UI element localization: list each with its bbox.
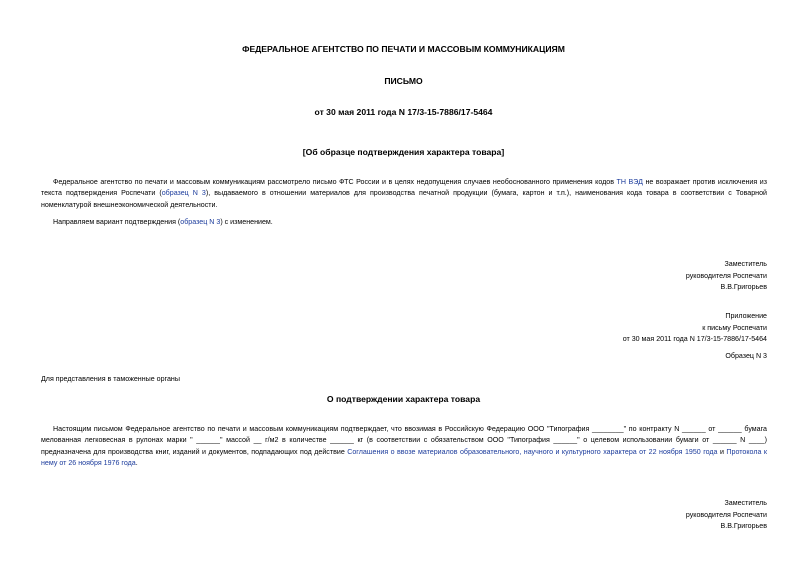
- link-sample-3[interactable]: образец N 3: [161, 189, 206, 198]
- signature-organization-2: руководителя Роспечати: [685, 510, 767, 519]
- p2-text-1: Направляем вариант подтверждения (: [53, 218, 181, 226]
- link-agreement-1950[interactable]: Соглашения о ввозе материалов образовательного, научного и культурного характера от 22 ноября 1950 года: [347, 447, 718, 456]
- appendix-label: Приложение: [725, 312, 767, 320]
- p1-text-1: Федеральное агентство по печати и массовым коммуникациям рассмотрело письмо ФТС России и в целях недопущения случаев необоснованного применения кодов: [53, 178, 617, 186]
- sample-number-text: Образец N 3: [725, 352, 767, 360]
- form-text-2: и: [717, 447, 727, 456]
- agency-title: ФЕДЕРАЛЬНОЕ АГЕНТСТВО ПО ПЕЧАТИ И МАССОВЫМ КОММУНИКАЦИЯМ: [242, 44, 565, 54]
- appendix-reference: к письму Роспечати: [702, 323, 767, 332]
- sample-number: [447, 351, 767, 363]
- signature-organization: руководителя Роспечати: [685, 271, 767, 280]
- signature-position-2: Заместитель: [724, 499, 767, 507]
- link-sample-3-second[interactable]: образец N 3: [180, 218, 221, 226]
- p2-text-2: ) с изменением.: [220, 218, 273, 226]
- customs-note: Для представления в таможенные органы: [41, 375, 180, 383]
- document-type: ПИСЬМО: [384, 76, 423, 86]
- form-text-3: .: [135, 459, 138, 468]
- signature-name-2: В.В.Григорьев: [720, 522, 767, 531]
- form-text-1: Настоящим письмом Федеральное агентство по печати и массовым коммуникациям подтверждает, что ввозимая в Российскую Федерацию ООО "Типография ________" по контракту N ______ от ______ бумага мелованная легковесная в рулонах марки " ______" массой __ г/м2 в количестве ______ кг (в соответствии с обязательством ООО "Типография ______" о целевом использовании бумаги от ______ N ____) предназначена для производства книг, изданий и документов, подпадающих под действие: [41, 425, 767, 456]
- signature-block-2: [447, 498, 767, 533]
- form-paragraph: [41, 424, 767, 470]
- p1-text-2: не возражает против исключения из текста подтверждения Роспечати (: [41, 178, 767, 198]
- link-tn-ved[interactable]: ТН ВЭД: [616, 178, 643, 186]
- signature-position: Заместитель: [724, 260, 767, 268]
- form-title: О подтверждении характера товара: [326, 394, 481, 404]
- appendix-date-number: от 30 мая 2011 года N 17/3-15-7886/17-5464: [622, 335, 767, 344]
- body-paragraph-2: [41, 217, 767, 228]
- p1-text-3: ), выдаваемого в отношении материалов для производства печатной продукции (бумага, картон и т.п.), наименования кода товара в соответствии с Товарной номенклатурой внешнеэкономической деятельности.: [41, 189, 767, 209]
- document-date-number: от 30 мая 2011 года N 17/3-15-7886/17-5464: [314, 107, 493, 117]
- appendix-block: [447, 311, 767, 346]
- link-protocol-1976[interactable]: Протокола к нему от 26 ноября 1976 года: [41, 447, 767, 468]
- document-subject: [Об образце подтверждения характера товара]: [302, 147, 505, 157]
- body-paragraph-1: [41, 177, 767, 211]
- signature-name: В.В.Григорьев: [720, 283, 767, 292]
- signature-block-1: [447, 259, 767, 294]
